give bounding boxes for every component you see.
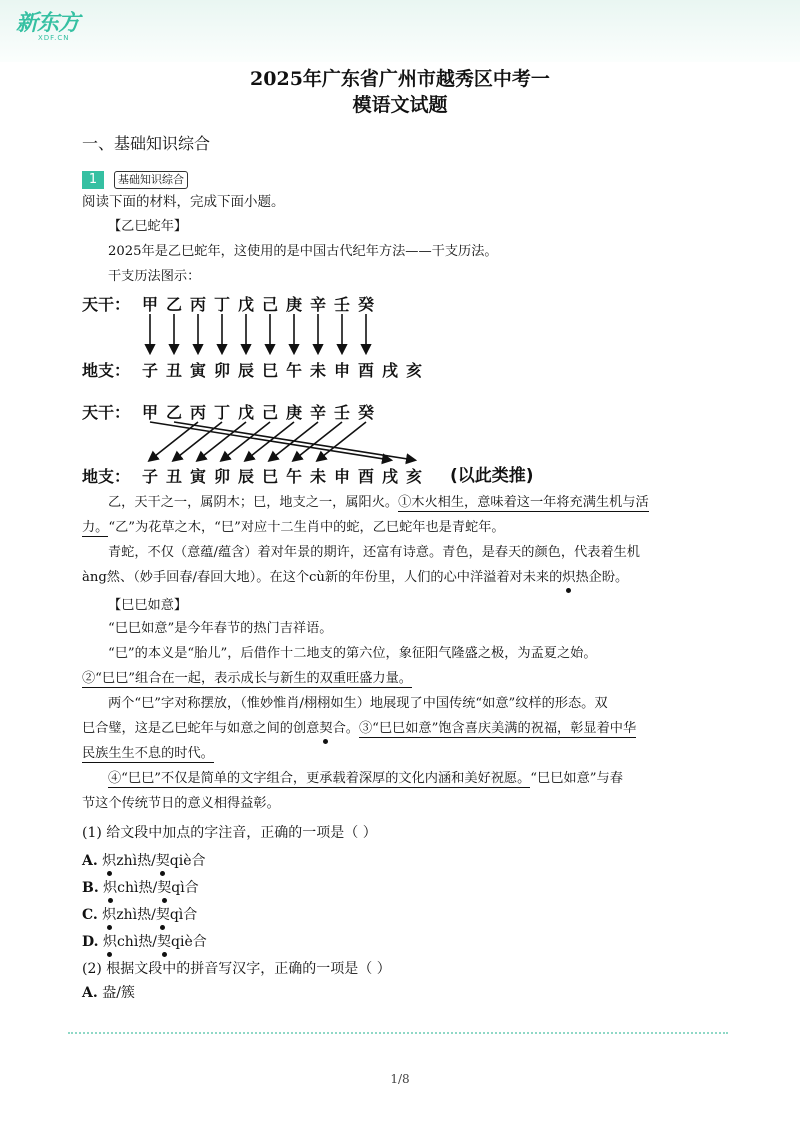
tiangan2-char-4: 戊 (238, 403, 255, 422)
tiangan-char-0: 甲 (142, 295, 159, 314)
dotted-char: 契 (155, 907, 170, 923)
footer-divider (68, 1032, 728, 1034)
tiangan-char-4: 戊 (238, 295, 255, 314)
dizhi-char-0: 子 (142, 361, 159, 380)
ganzhi-diagram (82, 286, 582, 496)
header-band (0, 0, 800, 62)
dizhi-char-11: 亥 (406, 361, 423, 380)
underlined-sentence-1-end: 力。 (82, 520, 109, 535)
para-6-line2: 巳合璧，这是乙巳蛇年与如意之间的创意契合。③“巳巳如意”饱含喜庆美满的祝福，彰显着中华 (82, 721, 637, 736)
q1-stem: (1) 给文段中加点的字注音，正确的一项是（ ） (82, 825, 377, 841)
underlined-sentence-1: ①木火相生，意味着这一年将充满生机与活 (398, 495, 649, 510)
tiangan-label: 天干： (82, 295, 131, 314)
dizhi2-char-4: 辰 (238, 467, 255, 486)
dizhi-char-5: 巳 (262, 361, 279, 380)
dizhi2-char-9: 酉 (358, 467, 375, 486)
q1-option-b[interactable]: B. 炽chì热/契qì合 (82, 880, 199, 896)
dizhi-label: 地支： (82, 361, 131, 380)
dizhi2-char-7: 未 (310, 467, 327, 486)
dizhi2-char-5: 巳 (262, 467, 279, 486)
dizhi-char-2: 寅 (190, 361, 207, 380)
underlined-sentence-3-end: 民族生生不息的时代。 (82, 746, 214, 761)
dizhi-char-1: 丑 (166, 361, 183, 380)
tiangan-char-1: 乙 (166, 295, 183, 314)
logo-subtext: XDF.CN (38, 34, 70, 42)
page-number: 1/8 (390, 1072, 410, 1086)
tiangan-char-6: 庚 (286, 295, 303, 314)
dotted-char: 炽 (102, 853, 117, 869)
dotted-char: 契 (157, 934, 172, 950)
dizhi2-char-2: 寅 (190, 467, 207, 486)
q1-option-c[interactable]: C. 炽zhì热/契qì合 (82, 907, 198, 923)
dizhi2-char-8: 申 (334, 467, 351, 486)
dotted-char-qi: 契 (319, 721, 333, 736)
para-1-line2: 力。“乙”为花草之木，“巳”对应十二生肖中的蛇，乙巳蛇年也是青蛇年。 (82, 520, 505, 535)
q1-option-d[interactable]: D. 炽chì热/契qiè合 (82, 934, 207, 950)
q2-stem: (2) 根据文段中的拼音写汉字，正确的一项是（ ） (82, 961, 391, 977)
dizhi-char-8: 申 (334, 361, 351, 380)
tiangan-char-8: 壬 (334, 295, 351, 314)
para-3: “巳巳如意”是今年春节的热门吉祥语。 (108, 621, 333, 636)
tiangan2-char-3: 丁 (214, 403, 231, 422)
arrow-cycle-2 (150, 422, 198, 460)
para-6-line1: 两个“巳”字对称摆放，（惟妙惟肖/栩栩如生）地展现了中国传统“如意”纹样的形态。双 (108, 696, 608, 711)
dizhi-char-10: 戌 (382, 361, 399, 380)
tiangan2-char-6: 庚 (286, 403, 303, 422)
diagram-caption: 干支历法图示： (108, 269, 201, 284)
doc-title-line1: 2025年广东省广州市越秀区中考一 (250, 68, 550, 90)
underlined-sentence-4: ④“巳巳”不仅是简单的文字组合，更承载着深厚的文化内涵和美好祝愿。 (108, 771, 531, 786)
q1-option-a[interactable]: A. 炽zhì热/契qiè合 (82, 853, 206, 869)
arrow-cycle-5 (222, 422, 270, 460)
dizhi2-char-10: 戌 (382, 467, 399, 486)
dizhi-char-4: 辰 (238, 361, 255, 380)
tiangan-char-7: 辛 (310, 295, 327, 314)
tiangan2-char-0: 甲 (142, 403, 159, 422)
question-type-tag: 基础知识综合 (114, 171, 188, 189)
dotted-char: 炽 (102, 934, 117, 950)
tiangan2-char-2: 丙 (190, 403, 207, 422)
dizhi-char-9: 酉 (358, 361, 375, 380)
para-1-line1: 乙，天干之一，属阴木；巳，地支之一，属阳火。①木火相生，意味着这一年将充满生机与活 (108, 495, 649, 510)
intro-text: 阅读下面的材料，完成下面小题。 (82, 194, 285, 210)
para-6-line3 (82, 745, 214, 763)
q2-option-a[interactable]: A. 盎/簇 (82, 985, 135, 1001)
dotted-char-chi: 炽 (562, 570, 576, 585)
brand-logo (16, 6, 86, 44)
para-7-line2: 节这个传统节日的意义相得益彰。 (82, 796, 280, 811)
dizhi2-char-0: 子 (142, 467, 159, 486)
para-year: 2025年是乙巳蛇年，这使用的是中国古代纪年方法——干支历法。 (108, 244, 498, 259)
tiangan2-char-5: 己 (262, 403, 279, 422)
dizhi-label-2: 地支： (82, 467, 131, 486)
heading-yisi: 【乙巳蛇年】 (108, 219, 188, 234)
dotted-char: 契 (157, 880, 172, 896)
heading-sisi: 【巳巳如意】 (108, 598, 188, 613)
arrow-cycle-6 (246, 422, 294, 460)
dotted-char: 炽 (102, 907, 117, 923)
tiangan2-char-8: 壬 (334, 403, 351, 422)
para-4: “巳”的本义是“胎儿”，后借作十二地支的第六位，象征阳气隆盛之极，为孟夏之始。 (108, 646, 597, 661)
diagram-note: (以此类推) (450, 466, 534, 486)
arrow-cycle-8 (294, 422, 342, 460)
underlined-sentence-2: ②“巳巳”组合在一起，表示成长与新生的双重旺盛力量。 (82, 671, 412, 686)
tiangan-char-5: 己 (262, 295, 279, 314)
doc-title-line2: 模语文试题 (352, 94, 448, 116)
dizhi2-char-6: 午 (286, 467, 303, 486)
arrow-cycle-7 (270, 422, 318, 460)
dizhi2-char-3: 卯 (214, 467, 231, 486)
tiangan2-char-9: 癸 (358, 403, 375, 422)
para-5 (82, 670, 412, 688)
tiangan2-char-1: 乙 (166, 403, 183, 422)
tiangan-char-9: 癸 (358, 295, 375, 314)
dizhi-char-7: 未 (310, 361, 327, 380)
dotted-char: 炽 (103, 880, 118, 896)
logo-text: 新东方 (16, 11, 80, 36)
underlined-sentence-3: ③“巳巳如意”饱含喜庆美满的祝福，彰显着中华 (358, 721, 637, 736)
dotted-char: 契 (155, 853, 170, 869)
tiangan2-char-7: 辛 (310, 403, 327, 422)
tiangan-char-2: 丙 (190, 295, 207, 314)
dizhi-char-3: 卯 (214, 361, 231, 380)
tiangan-label-2: 天干： (82, 403, 131, 422)
section-heading: 一、基础知识综合 (82, 134, 211, 153)
dizhi-char-6: 午 (286, 361, 303, 380)
para-7-line1: ④“巳巳”不仅是简单的文字组合，更承载着深厚的文化内涵和美好祝愿。“巳巳如意”与春 (108, 771, 623, 786)
para-2-line2: àng然、（妙手回春/春回大地）。在这个cù新的年份里，人们的心中洋溢着对未来的炽热企盼。 (82, 570, 629, 585)
dizhi2-char-11: 亥 (406, 467, 423, 486)
tiangan-char-3: 丁 (214, 295, 231, 314)
dizhi2-char-1: 丑 (166, 467, 183, 486)
question-number-badge: 1 (82, 171, 104, 189)
para-2-line1: 青蛇，不仅（意蕴/蕴含）着对年景的期许，还富有诗意。青色，是春天的颜色，代表着生机 (108, 545, 640, 560)
